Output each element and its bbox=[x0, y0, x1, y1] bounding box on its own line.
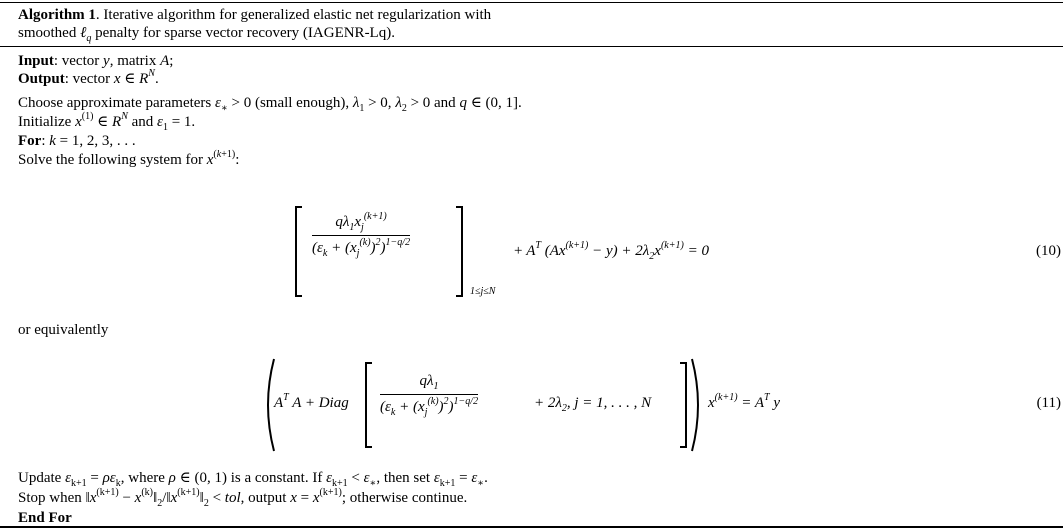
top-rule bbox=[0, 2, 1063, 3]
caption-rule bbox=[0, 46, 1063, 47]
eq11-number: (11) bbox=[1036, 395, 1061, 411]
end-for-line: End For bbox=[18, 510, 72, 526]
bottom-rule bbox=[0, 526, 1063, 528]
caption-text-1: . Iterative algorithm for generalized elastic net regularization with bbox=[95, 7, 492, 23]
output-label: Output bbox=[18, 71, 65, 87]
algorithm-label: Algorithm 1 bbox=[18, 7, 96, 23]
eq11-fraction: $\frac{q\lambda_1}{(\varepsilon_k + (x_j^{(k)})^2)^{1-q/2}}$ bbox=[380, 373, 479, 418]
eq10-fraction: $\frac{q\lambda_1x_j^{(k+1)}}{(\varepsilon_k + (x_j^{(k)})^2)^{1-q/2}}$ bbox=[312, 211, 411, 259]
eq10-subscript: 1≤j≤N bbox=[470, 286, 496, 297]
update-line: Update $\varepsilon_{k+1} = \rho\varepsilon_k$, where ρ ∈ (0, 1) is a constant. If $\varepsilon_{k+1} < \varepsilon_∗$, then set $\varepsilon_{k+1} = \varepsilon_∗$. bbox=[18, 470, 488, 489]
eq10-number: (10) bbox=[1036, 243, 1061, 259]
algorithm-caption-line1 bbox=[18, 6, 491, 24]
for-label: For bbox=[18, 133, 42, 149]
eq11-rhs: $x^{(k+1)} = A^T$ y bbox=[708, 392, 781, 411]
eq11-tail: + $2\lambda_2$, j = 1, . . . , N bbox=[534, 395, 652, 414]
eq11-lhs: $A^T$ A + Diag bbox=[274, 392, 349, 411]
input-line: Input: vector y, matrix A; bbox=[18, 53, 174, 69]
output-line: Output: vector x ∈ $R^N$. bbox=[18, 68, 159, 87]
choose-line: Choose approximate parameters $\varepsilon_∗ > 0$ (small enough), $\lambda_1 > 0$, $\lambda_2 > 0$ and q ∈ (0, 1]. bbox=[18, 95, 522, 114]
algorithm-caption-line2: smoothed ℓ$_q$ penalty for sparse vector recovery (IAGENR-Lq). bbox=[18, 25, 395, 44]
or-equivalently-line: or equivalently bbox=[18, 322, 109, 338]
eq10-rhs: + $A^T$ $(Ax^{(k+1)} - y) + 2\lambda_2x^{(k+1)} = 0$ bbox=[514, 240, 709, 262]
stop-line: Stop when $‖x^{(k+1)}$ − $x^{(k)}‖_2/‖x^{(k+1)}‖_2$ < tol, output $x = x^{(k+1)}$; otherwise continue. bbox=[18, 487, 468, 509]
input-label: Input bbox=[18, 53, 54, 69]
for-line: For: k = 1, 2, 3, . . . bbox=[18, 133, 136, 149]
initialize-line: Initialize $x^{(1)}$ ∈ $R^N$ and $\varepsilon_1 = 1$. bbox=[18, 111, 196, 133]
solve-line: Solve the following system for $x^{(k+1)}$: bbox=[18, 149, 240, 168]
